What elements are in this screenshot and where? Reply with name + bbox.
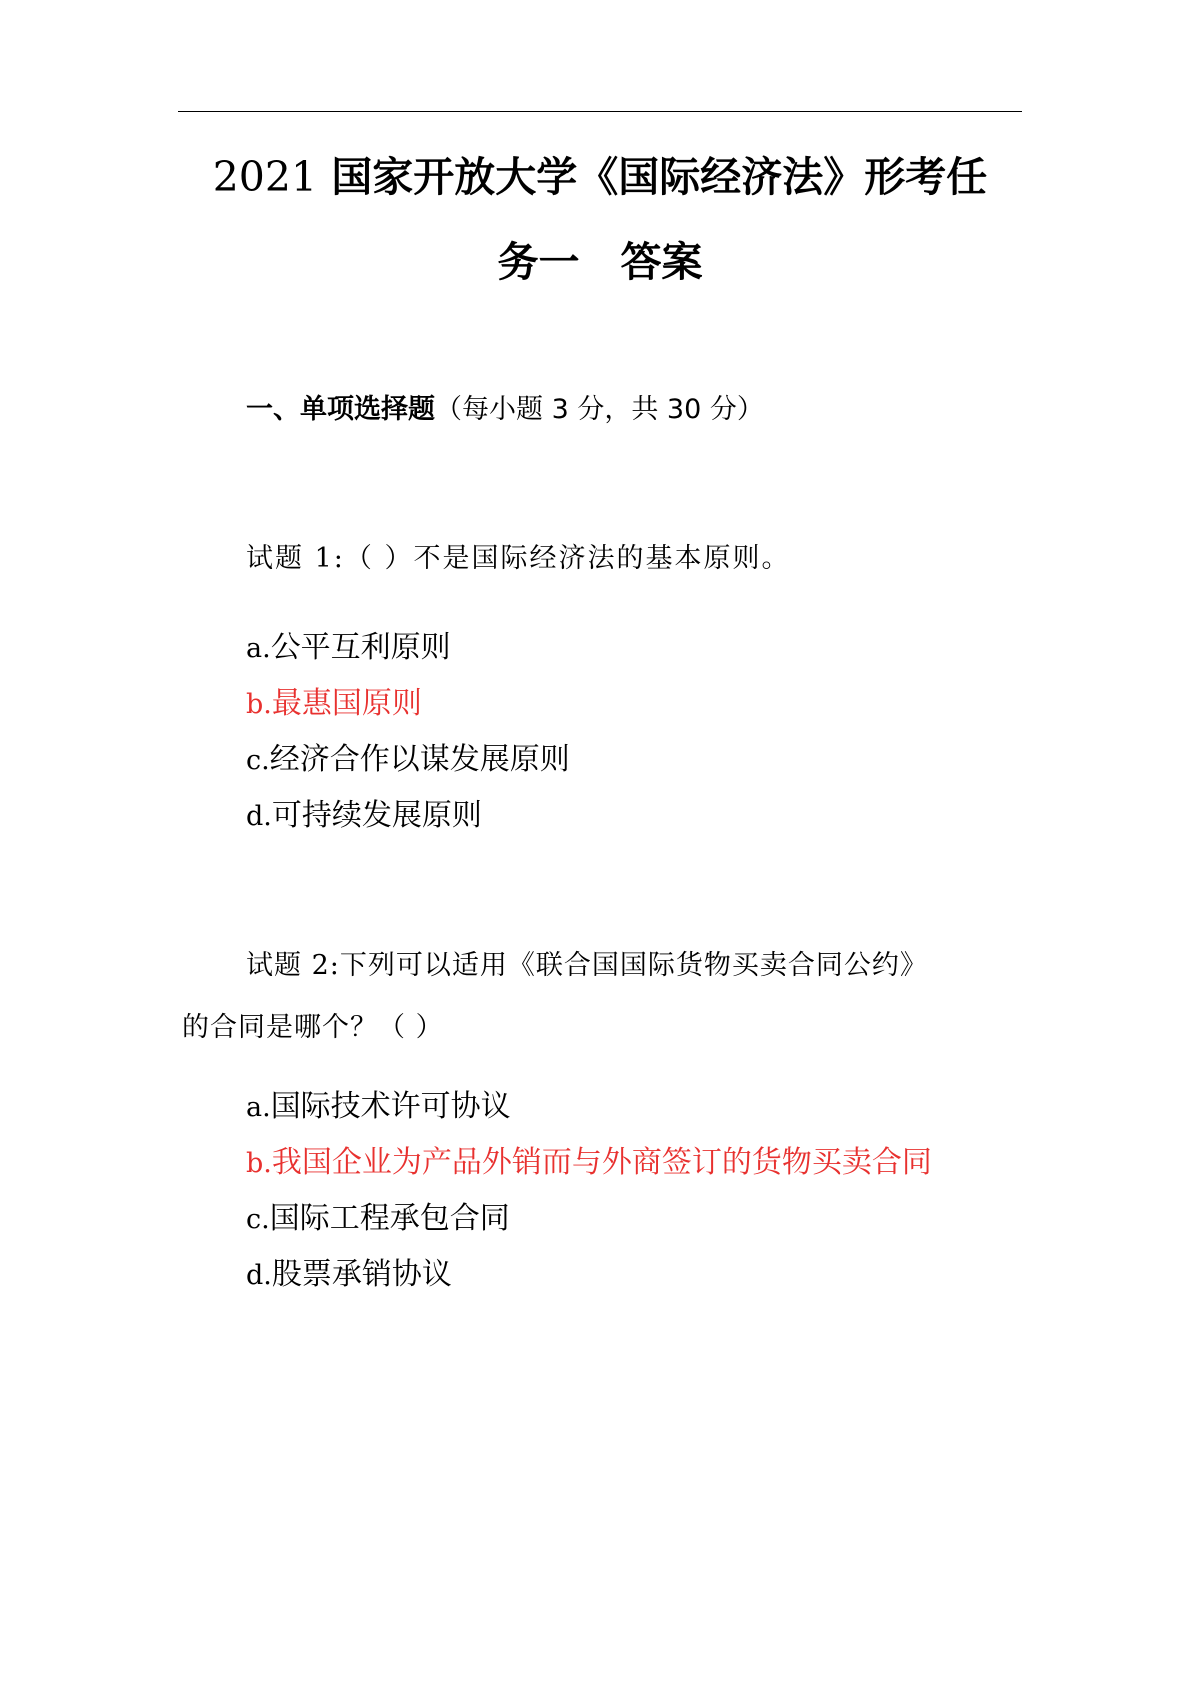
option-letter: b. [246, 689, 272, 720]
option-b [246, 1135, 932, 1191]
option-c [246, 732, 570, 788]
question-2-text-line-1: 试题 2:下列可以适用《联合国国际货物买卖合同公约》 [246, 950, 928, 981]
option-d [246, 1247, 932, 1303]
option-letter: d. [246, 801, 272, 832]
question-1-options [246, 620, 570, 844]
option-text: 公平互利原则 [270, 630, 451, 665]
option-c [246, 1191, 932, 1247]
page-title-line-2: 务一 答案 [497, 238, 703, 286]
option-a [246, 620, 570, 676]
option-text: 经济合作以谋发展原则 [269, 742, 570, 777]
option-letter: c. [246, 1204, 270, 1235]
option-letter: a. [246, 633, 271, 664]
section-heading-note: （每小题 3 分，共 30 分） [435, 394, 764, 425]
option-text: 股票承销协议 [271, 1257, 452, 1292]
question-2-text [182, 935, 1022, 1059]
option-a [246, 1079, 932, 1135]
option-d [246, 788, 570, 844]
question-2-text-line-2: 的合同是哪个？（ ） [182, 1012, 444, 1043]
option-text: 最惠国原则 [271, 686, 422, 721]
option-letter: b. [246, 1148, 272, 1179]
section-heading-lead: 一、单项选择题 [246, 394, 435, 425]
option-letter: d. [246, 1260, 272, 1291]
option-b [246, 676, 570, 732]
option-text: 国际技术许可协议 [270, 1089, 511, 1124]
title-year: 2021 [212, 153, 318, 201]
question-2-options [246, 1079, 932, 1303]
option-letter: c. [246, 745, 270, 776]
option-text: 可持续发展原则 [271, 798, 482, 833]
section-heading [246, 390, 764, 430]
option-text: 我国企业为产品外销而与外商签订的货物买卖合同 [271, 1145, 932, 1180]
question-1-text: 试题 1:（ ）不是国际经济法的基本原则。 [246, 543, 791, 574]
option-text: 国际工程承包合同 [269, 1201, 510, 1236]
page-title-line-1 [150, 147, 1050, 207]
title-text: 国家开放大学《国际经济法》形考任 [331, 153, 988, 201]
header-rule [178, 111, 1022, 112]
option-letter: a. [246, 1092, 271, 1123]
